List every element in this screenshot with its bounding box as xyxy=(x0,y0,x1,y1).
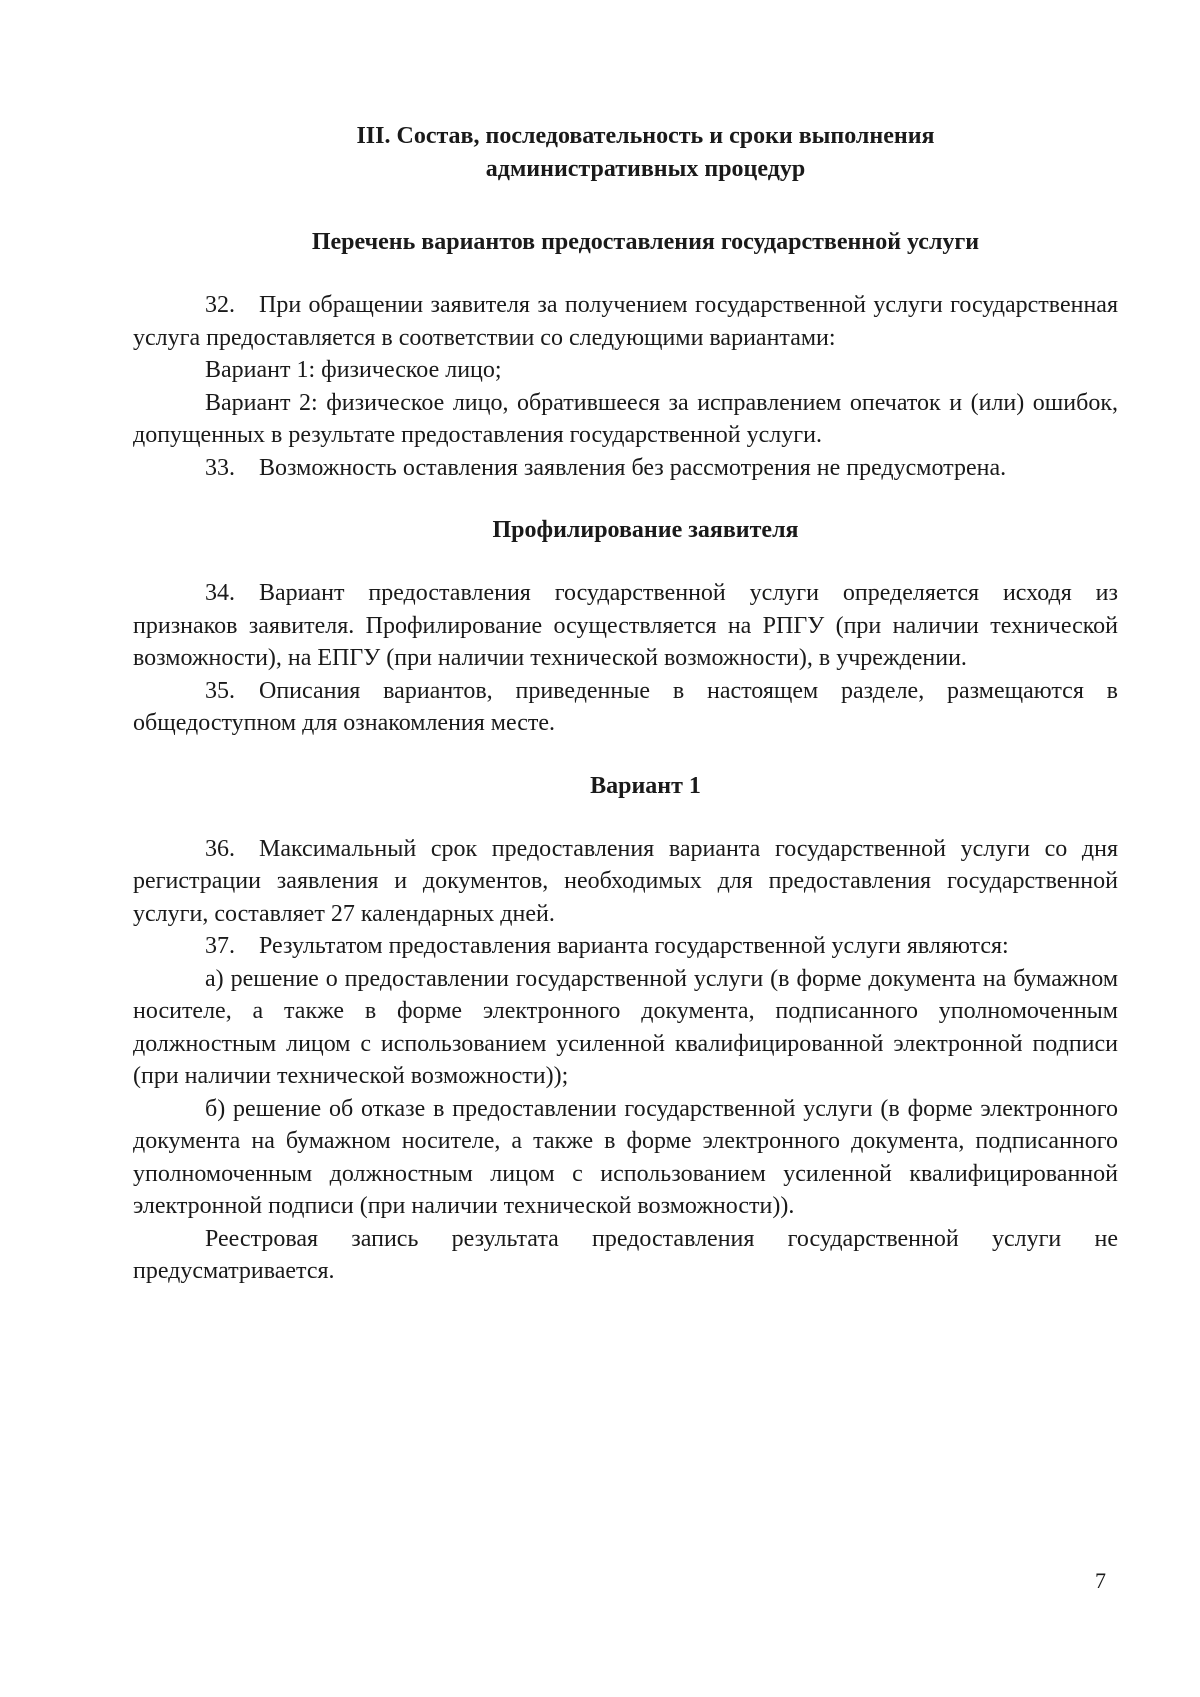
heading-variants-list: Перечень вариантов предоставления государственной услуги xyxy=(311,229,980,255)
heading-variant-1: Вариант 1 xyxy=(590,772,701,799)
heading-profiling: Профилирование заявителя xyxy=(492,517,799,543)
paragraph-32-variant-2: Вариант 2: физическое лицо, обратившееся за исправлением опечаток и (или) ошибок, допущенных в результате предоставления государственной услуги. xyxy=(133,389,1118,448)
document-body xyxy=(133,120,1118,1288)
paragraph-34: 34. Вариант предоставления государственной услуги определяется исходя из признаков заявителя. Профилирование осуществляется на РПГУ (при наличии технической возможности), на ЕПГУ (при наличии технической возможности), в учреждении. xyxy=(133,580,1118,671)
paragraph-32: 32. При обращении заявителя за получением государственной услуги государственная услуга предоставляется в соответствии со следующими вариантами: xyxy=(133,292,1118,351)
paragraph-37-b: б) решение об отказе в предоставлении государственной услуги (в форме электронного документа на бумажном носителе, а также в форме электронного документа, подписанного уполномоченным должностным лицом с использованием усиленной квалифицированной электронной подписи (при наличии технической возможности)). xyxy=(133,1095,1118,1219)
paragraph-36: 36. Максимальный срок предоставления варианта государственной услуги со дня регистрации заявления и документов, необходимых для предоставления государственной услуги, составляет 27 календарных дней. xyxy=(133,835,1118,927)
paragraph-37: 37. Результатом предоставления варианта государственной услуги являются: xyxy=(205,933,1009,959)
page-number: 7 xyxy=(1095,1568,1106,1593)
paragraph-37-registry: Реестровая запись результата предоставления государственной услуги не предусматривается. xyxy=(133,1225,1118,1284)
paragraph-35: 35. Описания вариантов, приведенные в настоящем разделе, размещаются в общедоступном для ознакомления месте. xyxy=(133,677,1118,736)
paragraph-37-a: а) решение о предоставлении государственной услуги (в форме документа на бумажном носителе, а также в форме электронного документа, подписанного уполномоченным должностным лицом с использованием усиленной квалифицированной электронной подписи (при наличии технической возможности)); xyxy=(133,965,1118,1089)
section-title-line-2: административных процедур xyxy=(485,156,806,182)
section-title-line-1: III. Состав, последовательность и сроки выполнения xyxy=(356,123,935,149)
paragraph-32-variant-1: Вариант 1: физическое лицо; xyxy=(205,357,502,383)
paragraph-33: 33. Возможность оставления заявления без рассмотрения не предусмотрена. xyxy=(205,454,1007,481)
